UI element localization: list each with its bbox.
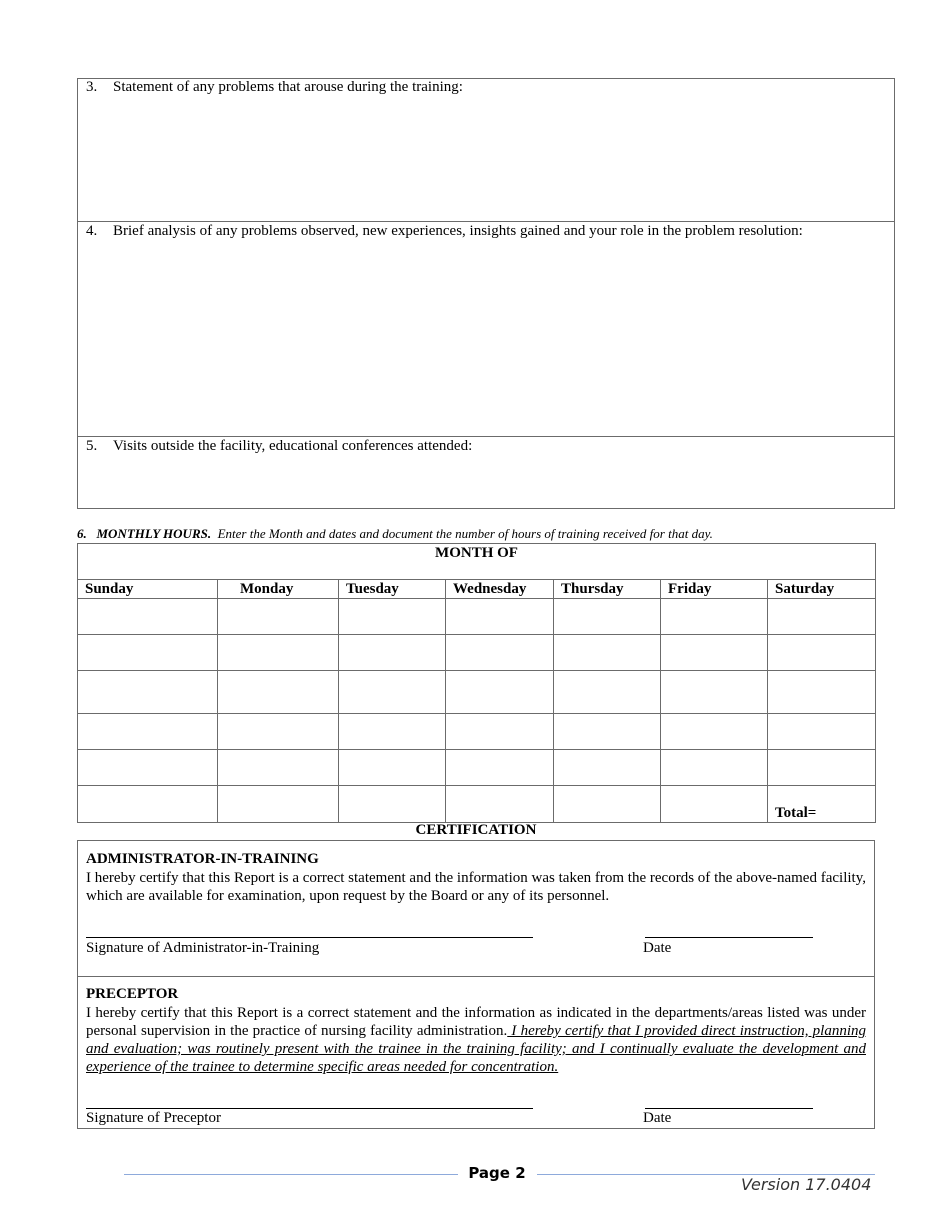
total-cell[interactable]	[768, 786, 876, 823]
calendar-day-cell[interactable]	[218, 786, 339, 823]
calendar-day-cell[interactable]	[339, 599, 446, 635]
calendar-day-cell[interactable]	[554, 599, 661, 635]
question-5-label: 5. Visits outside the facility, educational conferences attended:	[86, 438, 473, 454]
calendar-day-cell[interactable]	[218, 714, 339, 750]
calendar-week-row	[78, 671, 876, 714]
calendar-day-cell[interactable]	[554, 714, 661, 750]
calendar-day-cell[interactable]	[446, 599, 554, 635]
calendar-day-cell[interactable]	[661, 671, 768, 714]
day-header-tuesday: Tuesday	[339, 580, 446, 599]
preceptor-signature-line[interactable]	[86, 1108, 533, 1109]
calendar-day-cell[interactable]	[661, 635, 768, 671]
preceptor-heading: PRECEPTOR	[86, 986, 179, 1002]
month-of-label: MONTH OF	[435, 545, 518, 561]
total-label: Total=	[775, 805, 817, 821]
calendar-day-cell[interactable]	[768, 671, 876, 714]
calendar-day-cell[interactable]	[78, 599, 218, 635]
question-3-label: 3. Statement of any problems that arouse during the training:	[86, 79, 463, 95]
calendar-day-cell[interactable]	[554, 750, 661, 786]
calendar-day-cell[interactable]	[768, 750, 876, 786]
calendar-day-cell[interactable]	[661, 786, 768, 823]
calendar-day-cell[interactable]	[446, 750, 554, 786]
calendar-day-cell[interactable]	[78, 750, 218, 786]
calendar-day-cell[interactable]	[661, 750, 768, 786]
calendar-day-cell[interactable]	[218, 635, 339, 671]
calendar-day-cell[interactable]	[446, 714, 554, 750]
calendar-day-cell[interactable]	[218, 671, 339, 714]
question-4-box[interactable]	[77, 221, 895, 437]
preceptor-signature-label: Signature of Preceptor	[86, 1110, 221, 1126]
day-header-wednesday: Wednesday	[446, 580, 554, 599]
calendar-day-cell[interactable]	[218, 750, 339, 786]
ait-signature-label: Signature of Administrator-in-Training	[86, 940, 320, 956]
calendar-day-cell[interactable]	[78, 714, 218, 750]
ait-statement: I hereby certify that this Report is a correct statement and the information was taken from the records of the above-named facility, which are available for examination, upon request by the Board or any of its personnel.	[86, 870, 866, 904]
certification-title: CERTIFICATION	[415, 822, 537, 838]
day-header-thursday: Thursday	[554, 580, 661, 599]
monthly-hours-table	[77, 543, 876, 823]
version-label: Version 17.0404	[741, 1175, 872, 1194]
calendar-day-cell[interactable]	[339, 750, 446, 786]
calendar-day-cell[interactable]	[78, 635, 218, 671]
calendar-day-cell[interactable]	[661, 599, 768, 635]
day-header-monday: Monday	[218, 580, 339, 599]
calendar-day-cell[interactable]	[446, 786, 554, 823]
ait-heading: ADMINISTRATOR-IN-TRAINING	[86, 851, 319, 867]
question-3-box[interactable]	[77, 78, 895, 222]
monthly-hours-title: 6. MONTHLY HOURS. Enter the Month and dates and document the number of hours of training received for that day.	[77, 526, 713, 541]
calendar-week-row	[78, 599, 876, 635]
calendar-day-cell[interactable]	[339, 714, 446, 750]
month-of-field[interactable]	[78, 544, 876, 580]
calendar-day-cell[interactable]	[661, 714, 768, 750]
calendar-day-cell[interactable]	[768, 599, 876, 635]
day-header-friday: Friday	[661, 580, 768, 599]
calendar-day-cell[interactable]	[339, 671, 446, 714]
calendar-week-row	[78, 750, 876, 786]
certification-divider	[78, 976, 874, 977]
footer-rule-left	[124, 1174, 458, 1175]
calendar-day-cell[interactable]	[339, 635, 446, 671]
calendar-day-cell[interactable]	[768, 635, 876, 671]
calendar-day-cell[interactable]	[446, 671, 554, 714]
day-header-sunday: Sunday	[78, 580, 218, 599]
calendar-week-row	[78, 635, 876, 671]
calendar-day-cell[interactable]	[218, 599, 339, 635]
day-header-saturday: Saturday	[768, 580, 876, 599]
calendar-day-cell[interactable]	[554, 786, 661, 823]
preceptor-statement	[86, 1004, 866, 1076]
calendar-day-cell[interactable]	[554, 671, 661, 714]
ait-signature-line[interactable]	[86, 937, 533, 938]
preceptor-statement-text: I hereby certify that this Report is a correct statement and the information as indicated in the departments/areas listed was under personal supervision in the practice of nursing facility administration.	[86, 1005, 866, 1039]
preceptor-date-line[interactable]	[645, 1108, 813, 1109]
preceptor-date-label: Date	[643, 1110, 672, 1126]
ait-date-label: Date	[643, 940, 672, 956]
calendar-day-cell[interactable]	[768, 714, 876, 750]
calendar-day-cell[interactable]	[446, 635, 554, 671]
ait-date-line[interactable]	[645, 937, 813, 938]
question-4-label: 4. Brief analysis of any problems observed, new experiences, insights gained and your role in the problem resolution:	[86, 223, 803, 239]
calendar-day-cell[interactable]	[78, 671, 218, 714]
calendar-day-cell[interactable]	[339, 786, 446, 823]
certification-box	[77, 840, 875, 1129]
preceptor-statement-emphasis: I hereby certify that I provided direct instruction, planning and evaluation; was routinely present with the trainee in the training facility; and I continually evaluate the development and experience of the trainee to determine specific areas needed for concentration.	[86, 1023, 866, 1075]
calendar-day-cell[interactable]	[78, 786, 218, 823]
calendar-week-row	[78, 786, 876, 823]
calendar-day-cell[interactable]	[554, 635, 661, 671]
calendar-week-row	[78, 714, 876, 750]
page-number: Page 2	[468, 1164, 526, 1182]
